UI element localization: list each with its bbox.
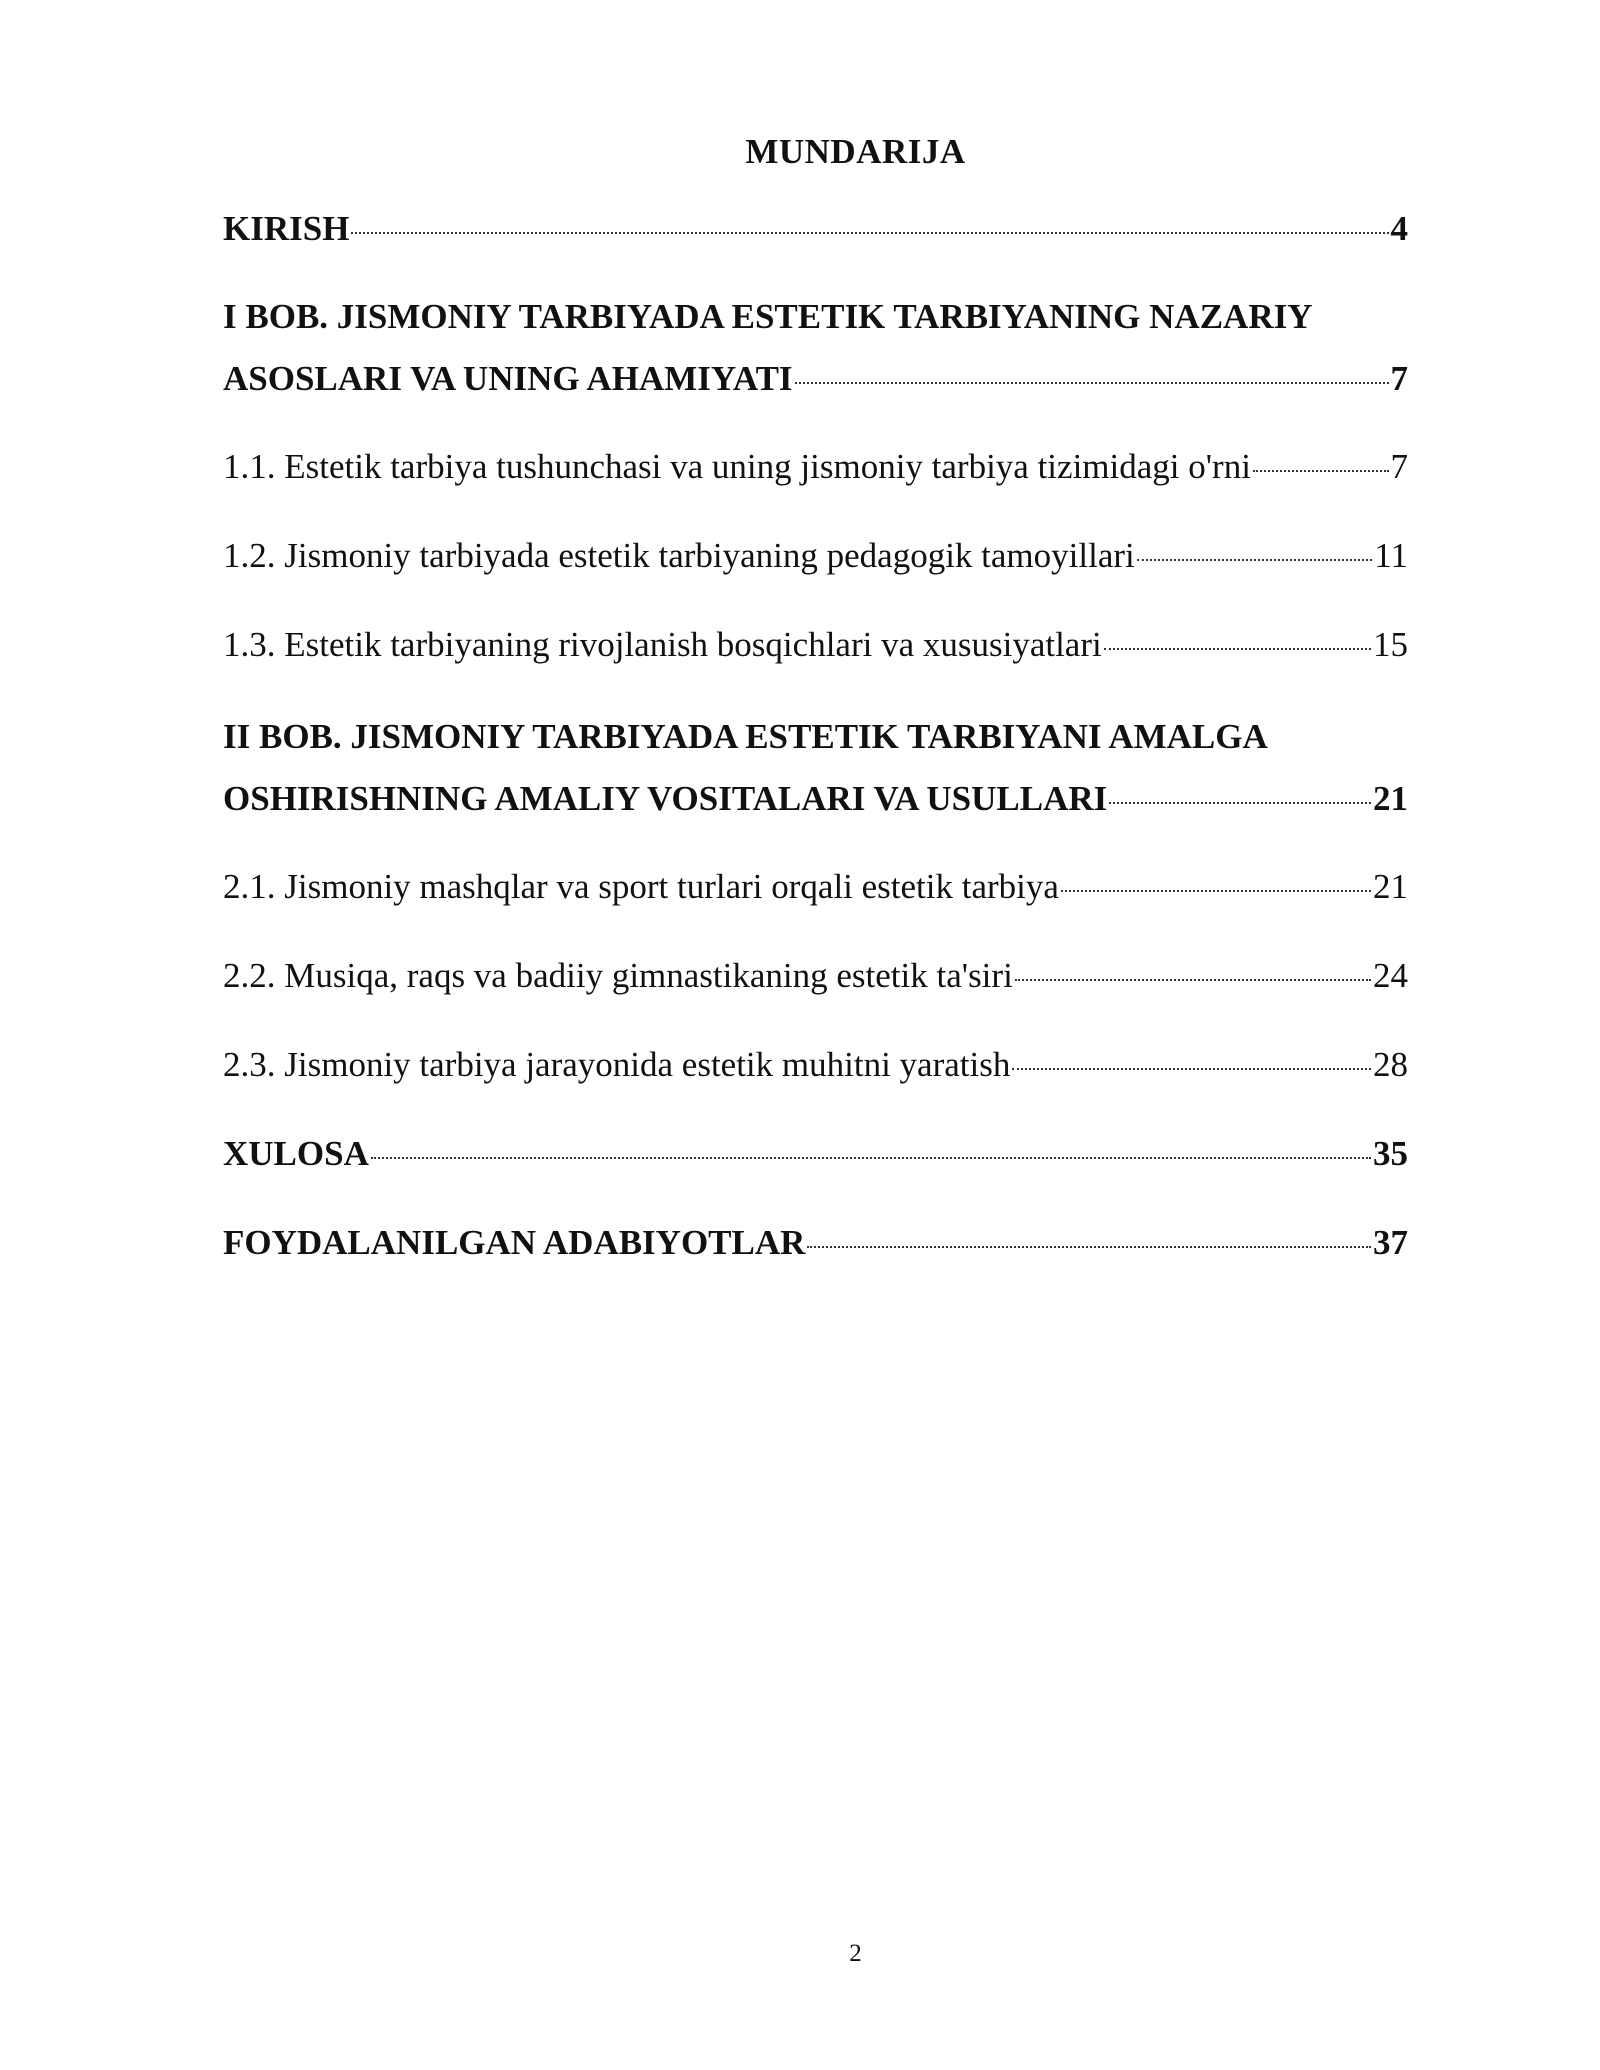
page-title: MUNDARIJA [745,132,966,171]
toc-entry-section-2-3[interactable] [223,1034,1408,1096]
toc-entry-title-line: OSHIRISHNING AMALIY VOSITALARI VA USULLARI [223,779,1108,818]
dot-leader [807,1246,1371,1248]
toc-entry-xulosa[interactable] [223,1123,1408,1185]
toc-entry-title: FOYDALANILGAN ADABIYOTLAR [223,1223,806,1262]
dot-leader [1253,470,1389,472]
toc-entry-title: KIRISH [223,209,350,248]
toc-entry-section-1-1[interactable] [223,436,1408,498]
dot-leader [795,382,1389,384]
toc-entry-title-line: ASOSLARI VA UNING AHAMIYATI [223,359,793,398]
toc-entry-title: 2.1. Jismoniy mashqlar va sport turlari orqali estetik tarbiya [223,867,1059,906]
dot-leader [351,232,1388,234]
toc-entry-chapter-1[interactable] [223,286,1408,410]
toc-entry-kirish[interactable] [223,198,1408,260]
toc-entry-title-line: II BOB. JISMONIY TARBIYADA ESTETIK TARBIYANI AMALGA [223,717,1268,756]
toc-page-number: 11 [1374,536,1408,575]
toc-page-number: 35 [1373,1134,1408,1173]
toc-page-number: 24 [1373,956,1408,995]
dot-leader [1137,559,1373,561]
toc-entry-section-2-1[interactable] [223,856,1408,918]
toc-page-number: 28 [1373,1045,1408,1084]
dot-leader [371,1157,1371,1159]
toc-entry-title: 2.3. Jismoniy tarbiya jarayonida estetik muhitni yaratish [223,1045,1011,1084]
toc-page-number: 7 [1390,359,1408,398]
dot-leader [1061,890,1371,892]
page-number: 2 [849,1940,862,1967]
toc-entry-title: XULOSA [223,1134,369,1173]
toc-entry-section-1-2[interactable] [223,525,1408,587]
toc-page-number: 4 [1390,209,1408,248]
toc-entry-title: 1.2. Jismoniy tarbiyada estetik tarbiyaning pedagogik tamoyillari [223,536,1135,575]
toc-page-number: 21 [1373,779,1408,818]
toc-entry-title: 2.2. Musiqa, raqs va badiiy gimnastikaning estetik ta'siri [223,956,1013,995]
toc-entry-title: 1.3. Estetik tarbiyaning rivojlanish bosqichlari va xususiyatlari [223,625,1102,664]
toc-entry-chapter-2[interactable] [223,706,1408,830]
toc-entry-title-line: I BOB. JISMONIY TARBIYADA ESTETIK TARBIYANING NAZARIY [223,297,1313,336]
toc-page-number: 37 [1373,1223,1408,1262]
dot-leader [1104,648,1371,650]
dot-leader [1015,979,1371,981]
toc-page-number: 15 [1373,625,1408,664]
toc-page-number: 7 [1390,447,1408,486]
toc-entry-section-2-2[interactable] [223,945,1408,1007]
dot-leader [1012,1068,1371,1070]
toc-entry-section-1-3[interactable] [223,614,1408,676]
toc-page-number: 21 [1373,867,1408,906]
toc-entry-adabiyotlar[interactable] [223,1212,1408,1274]
toc-entry-title: 1.1. Estetik tarbiya tushunchasi va uning jismoniy tarbiya tizimidagi o'rni [223,447,1251,486]
dot-leader [1109,802,1371,804]
